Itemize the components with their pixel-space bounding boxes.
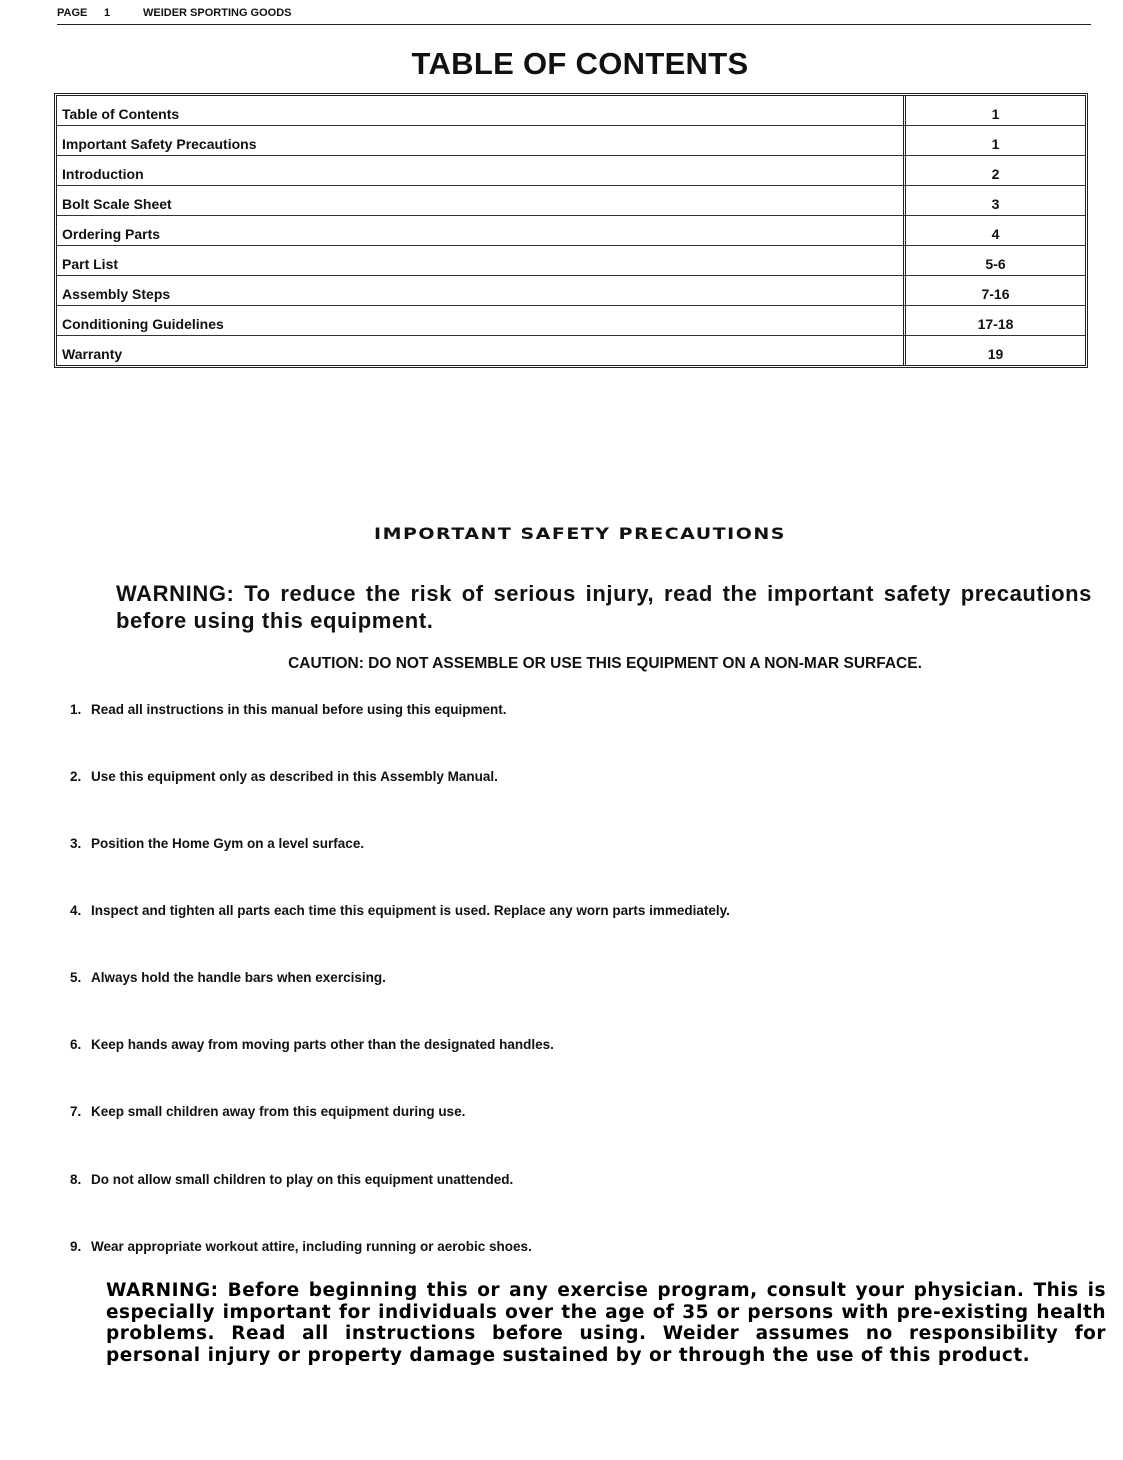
table-row (57, 126, 1085, 156)
safety-title: IMPORTANT SAFETY PRECAUTIONS (374, 524, 786, 544)
rule-text: Keep hands away from moving parts other than the designated handles. (91, 1037, 554, 1052)
safety-rule (70, 769, 498, 784)
safety-rule (70, 836, 364, 851)
safety-rule (70, 1104, 465, 1119)
toc-page: 17-18 (977, 316, 1014, 332)
rule-number: 3. (70, 836, 82, 851)
safety-rule (70, 702, 507, 717)
rule-text: Wear appropriate workout attire, including running or aerobic shoes. (91, 1239, 532, 1254)
rule-text: Inspect and tighten all parts each time this equipment is used. Replace any worn parts immediately. (91, 903, 730, 918)
rule-text: Read all instructions in this manual before using this equipment. (91, 702, 507, 717)
table-row (57, 276, 1085, 306)
rule-text: Do not allow small children to play on this equipment unattended. (91, 1172, 514, 1187)
toc-entry: Bolt Scale Sheet (57, 186, 906, 215)
toc-entry: Assembly Steps (57, 276, 906, 305)
toc-entry: Important Safety Precautions (57, 126, 906, 155)
rule-number: 1. (70, 702, 82, 717)
table-row (57, 246, 1085, 276)
page-header (57, 6, 1091, 25)
toc-page: 2 (991, 166, 1000, 182)
rule-number: 4. (70, 903, 82, 918)
company-name: WEIDER SPORTING GOODS (143, 7, 292, 19)
rule-number: 8. (70, 1172, 82, 1187)
caution-note: CAUTION: DO NOT ASSEMBLE OR USE THIS EQUIPMENT ON A NON-MAR SURFACE. (288, 655, 922, 672)
toc-entry: Table of Contents (57, 96, 906, 125)
safety-rule (70, 1172, 513, 1187)
rule-number: 2. (70, 769, 82, 784)
toc-page: 4 (991, 226, 1000, 242)
toc-page: 1 (991, 136, 1000, 152)
table-row (57, 186, 1085, 216)
rule-text: Position the Home Gym on a level surface. (91, 836, 365, 851)
safety-warning: WARNING: To reduce the risk of serious injury, read the important safety precautions before using this equipment. (116, 581, 1092, 633)
rule-text: Always hold the handle bars when exercising. (91, 970, 386, 985)
safety-rule (70, 903, 730, 918)
table-row (57, 156, 1085, 186)
toc-entry: Part List (57, 246, 906, 275)
toc-table (54, 93, 1088, 368)
toc-entry: Introduction (57, 156, 906, 185)
table-row (57, 336, 1085, 365)
table-row (57, 216, 1085, 246)
toc-page: 7-16 (981, 286, 1010, 302)
page-number: 1 (104, 7, 111, 19)
page-label: PAGE (57, 7, 88, 19)
rule-text: Use this equipment only as described in this Assembly Manual. (91, 769, 498, 784)
rule-number: 5. (70, 970, 82, 985)
table-row (57, 96, 1085, 126)
final-warning: WARNING: Before beginning this or any exercise program, consult your physician. This is especially important for individuals over the age of 35 or persons with pre-existing health problems. Read all instructions before using. Weider assumes no responsibility for personal injury or property damage sustained by or through the use of this product. (106, 1280, 1106, 1366)
toc-title: TABLE OF CONTENTS (411, 46, 749, 81)
toc-entry: Conditioning Guidelines (57, 306, 906, 335)
safety-rule (70, 1239, 532, 1254)
toc-entry: Warranty (57, 336, 906, 365)
rule-number: 7. (70, 1104, 82, 1119)
safety-rule (70, 970, 386, 985)
toc-page: 5-6 (985, 256, 1006, 272)
safety-rule (70, 1037, 554, 1052)
table-row (57, 306, 1085, 336)
toc-page: 19 (987, 346, 1004, 362)
toc-page: 1 (991, 106, 1000, 122)
rule-number: 9. (70, 1239, 82, 1254)
rule-number: 6. (70, 1037, 82, 1052)
toc-entry: Ordering Parts (57, 216, 906, 245)
toc-page: 3 (991, 196, 1000, 212)
rule-text: Keep small children away from this equipment during use. (91, 1104, 466, 1119)
